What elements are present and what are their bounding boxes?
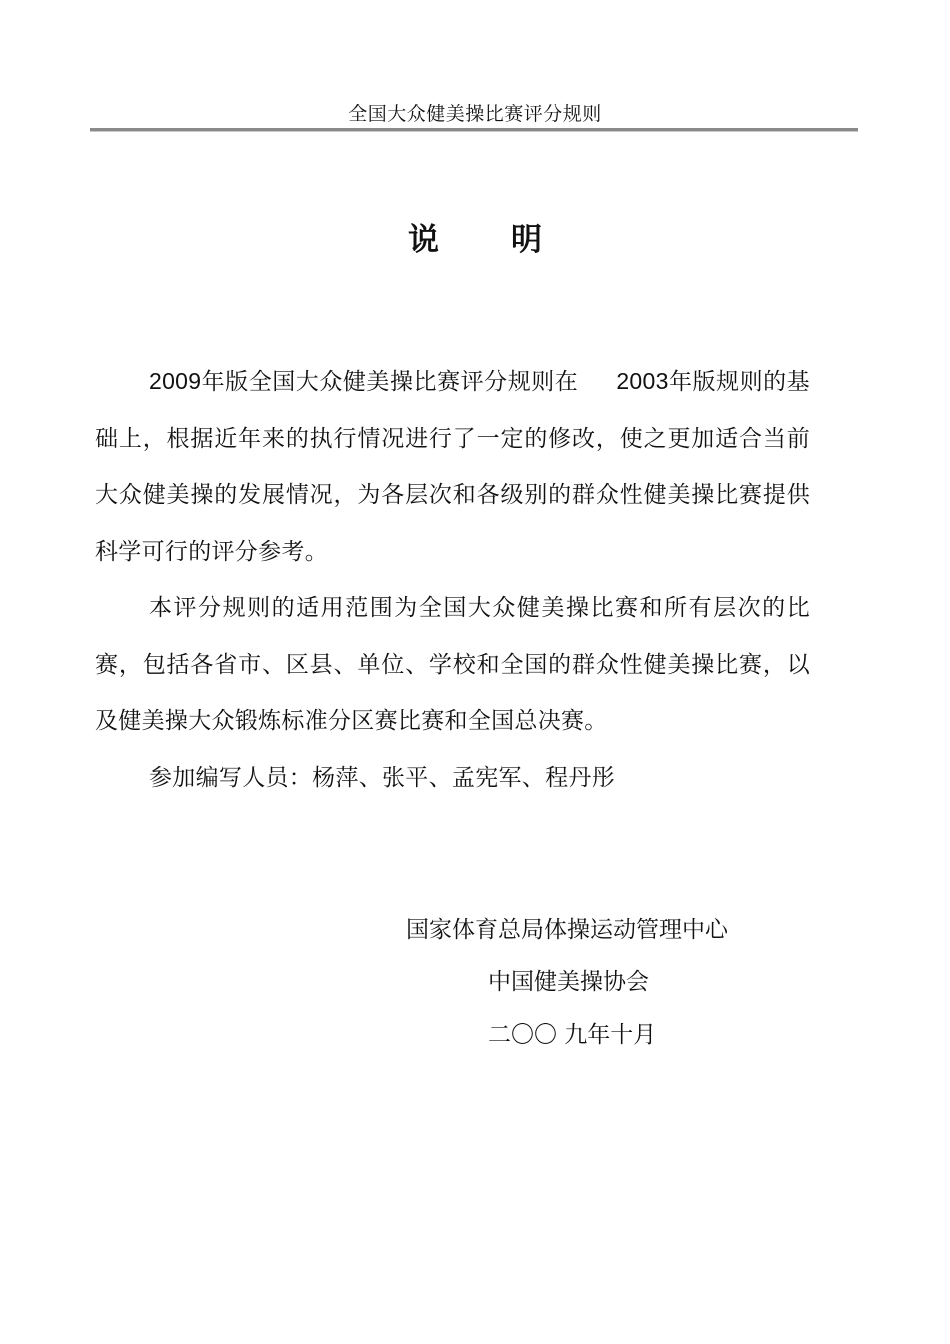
running-header: 全国大众健美操比赛评分规则: [348, 103, 602, 125]
year-2003: 2003: [616, 368, 669, 394]
document-body: [95, 353, 810, 806]
signature-organization-2: 中国健美操协会: [488, 969, 649, 995]
paragraph-authors: 参加编写人员：杨萍、张平、孟宪军、程丹彤: [149, 764, 615, 791]
signature-date: 二〇〇 九年十月: [488, 1022, 657, 1048]
signature-organization-1: 国家体育总局体操运动管理中心: [406, 917, 728, 943]
paragraph-intro: [95, 353, 810, 580]
paragraph-scope: 本评分规则的适用范围为全国大众健美操比赛和所有层次的比赛，包括各省市、区县、单位、学校和全国的群众性健美操比赛，以及健美操大众锻炼标准分区赛比赛和全国总决赛。: [95, 595, 810, 734]
intro-text-b: 年版规则的基础上，根据近年来的执行情况进行了一定的修改，使之更加适合当前大众健美操的发展情况，为各层次和各级别的群众性健美操比赛提供科学可行的评分参考。: [95, 369, 810, 565]
header-rule: [90, 128, 858, 132]
intro-text-a: 年版全国大众健美操比赛评分规则在: [201, 369, 579, 395]
document-title: 说明: [408, 222, 614, 258]
year-2009: 2009: [149, 368, 202, 394]
